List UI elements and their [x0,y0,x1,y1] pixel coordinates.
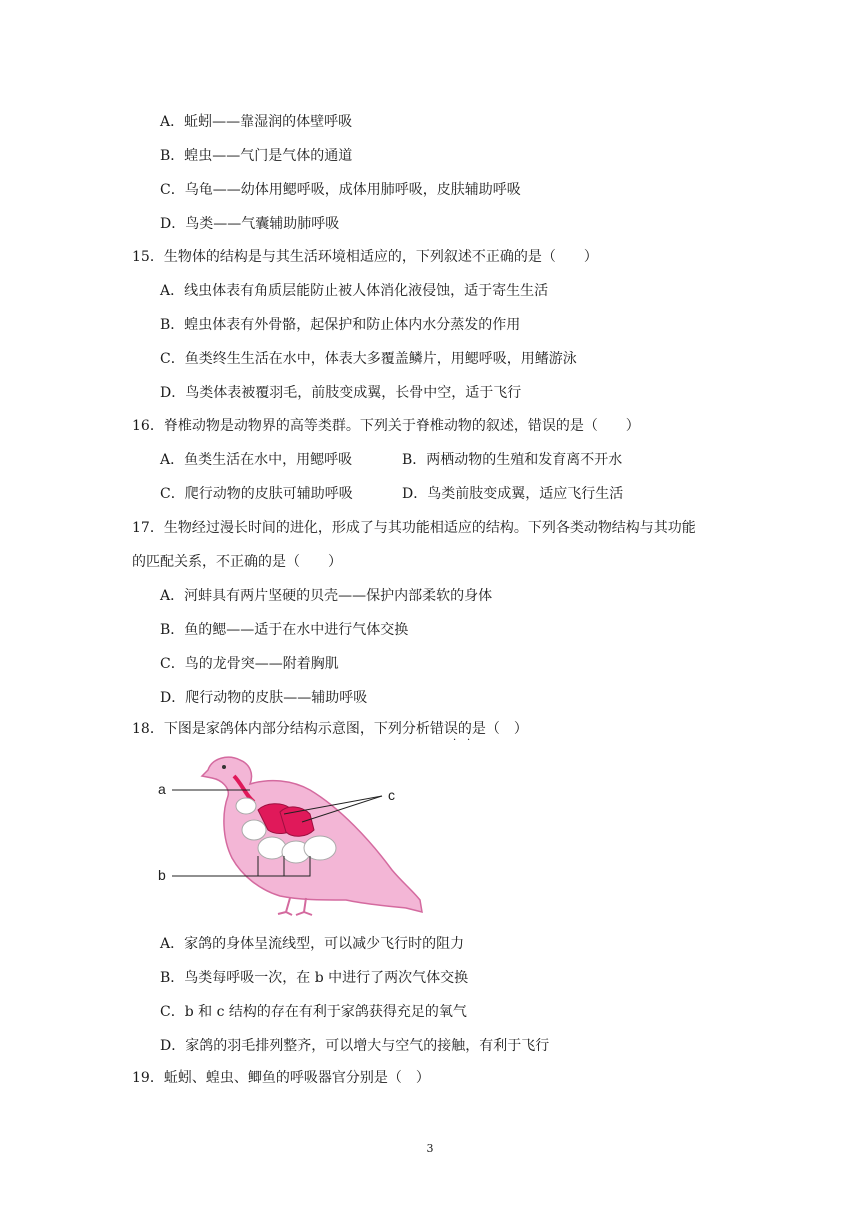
q18-option-c: C．b 和 c 结构的存在有利于家鸽获得充足的氧气 [160,1004,467,1020]
q16-option-b: B．两栖动物的生殖和发育离不开水 [402,452,623,468]
pigeon-eye [222,765,226,769]
page-number: 3 [426,1142,434,1155]
question-17-stem-line2: 的匹配关系，不正确的是（ ） [132,554,342,570]
option-d: D．鸟类——气囊辅助肺呼吸 [160,216,340,232]
question-15-stem: 15．生物体的结构是与其生活环境相适应的，下列叙述不正确的是（ ） [132,249,598,265]
q17-option-c: C．鸟的龙骨突——附着胸肌 [160,656,339,672]
question-18-stem: 18．下图是家鸽体内部分结构示意图，下列分析错误的是（ ） [132,721,528,737]
option-c: C．乌龟——幼体用鳃呼吸，成体用肺呼吸，皮肤辅助呼吸 [160,182,521,198]
q16-option-a: A．鱼类生活在水中，用鳃呼吸 [160,452,353,468]
q18-option-a: A．家鸽的身体呈流线型，可以减少飞行时的阻力 [160,936,465,952]
q17-option-a: A．河蚌具有两片坚硬的贝壳——保护内部柔软的身体 [160,588,493,604]
question-19-stem: 19．蚯蚓、蝗虫、鲫鱼的呼吸器官分别是（ ） [132,1070,430,1086]
q18-option-d: D．家鸽的羽毛排列整齐，可以增大与空气的接触，有利于飞行 [160,1038,550,1054]
q15-option-d: D．鸟类体表被覆羽毛，前肢变成翼，长骨中空，适于飞行 [160,385,522,401]
pigeon-diagram [150,740,460,920]
pigeon-body [202,757,422,912]
q17-option-d: D．爬行动物的皮肤——辅助呼吸 [160,690,368,706]
emphasis-dot: · [467,735,471,746]
emphasis-dot: · [453,735,457,746]
label-a: a [158,781,166,797]
option-b: B．蝗虫——气门是气体的通道 [160,148,353,164]
q15-option-b: B．蝗虫体表有外骨骼，起保护和防止体内水分蒸发的作用 [160,317,521,333]
air-sac [258,837,286,859]
q15-option-a: A．线虫体表有角质层能防止被人体消化液侵蚀，适于寄生生活 [160,283,549,299]
air-sac [242,820,266,840]
q16-option-c: C．爬行动物的皮肤可辅助呼吸 [160,486,353,502]
air-sac [236,798,256,814]
question-17-stem-line1: 17．生物经过漫长时间的进化，形成了与其功能相适应的结构。下列各类动物结构与其功能 [132,520,696,536]
q16-option-d: D．鸟类前肢变成翼，适应飞行生活 [402,486,624,502]
q18-option-b: B．鸟类每呼吸一次，在 b 中进行了两次气体交换 [160,970,469,986]
option-a: A．蚯蚓——靠湿润的体壁呼吸 [160,114,353,130]
q17-option-b: B．鱼的鳃——适于在水中进行气体交换 [160,622,409,638]
question-16-stem: 16．脊椎动物是动物界的高等类群。下列关于脊椎动物的叙述，错误的是（ ） [132,418,640,434]
pigeon-legs [278,898,312,915]
q15-option-c: C．鱼类终生生活在水中，体表大多覆盖鳞片，用鳃呼吸，用鳍游泳 [160,351,577,367]
air-sac [304,836,336,860]
label-c: c [388,787,395,803]
label-b: b [158,867,166,883]
